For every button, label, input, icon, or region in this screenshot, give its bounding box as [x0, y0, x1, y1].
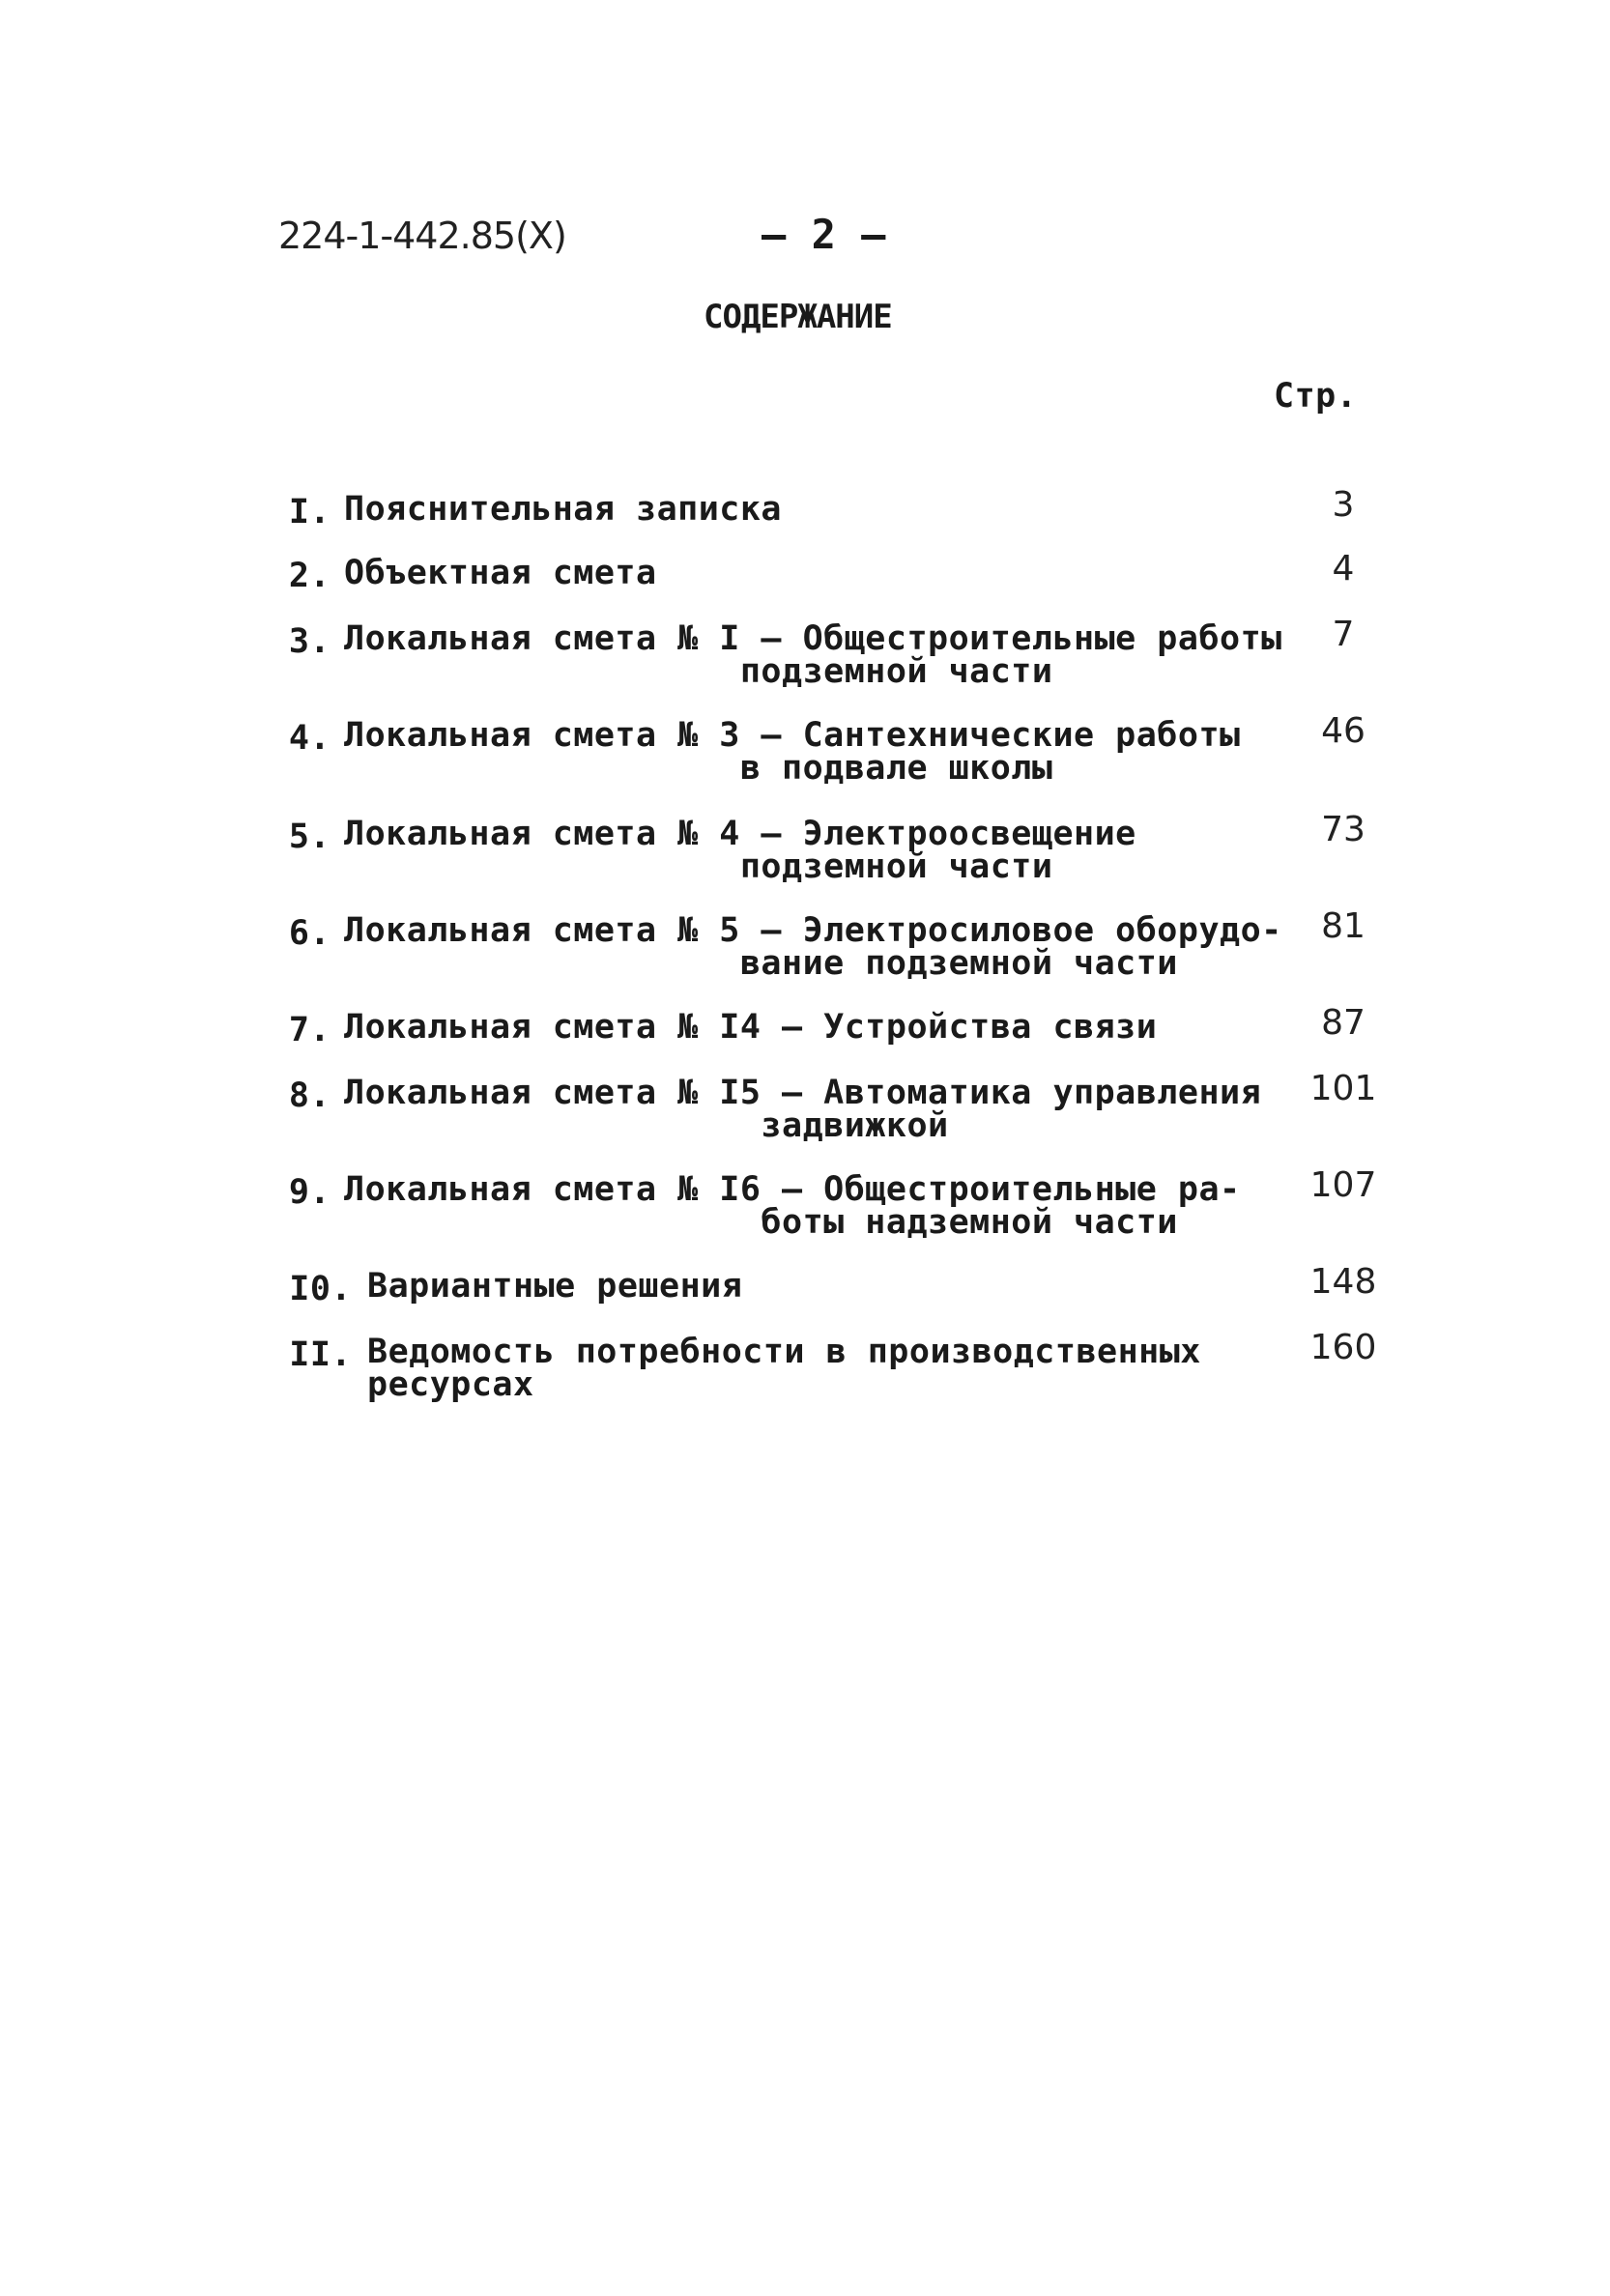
toc-item-page: 3	[1332, 485, 1355, 525]
page-column-header: Стр.	[1274, 377, 1358, 416]
toc-item	[0, 1165, 1610, 1242]
toc-item-number: 7.	[288, 1011, 331, 1049]
toc-item-title: Локальная смета № I4 – Устройства связи	[344, 1008, 1158, 1047]
toc-item-page: 81	[1321, 906, 1366, 946]
toc-item-number: 6.	[288, 914, 331, 953]
toc-item-title: Локальная смета № 3 – Сантехнические работы в подвале школы	[344, 716, 1241, 788]
toc-item-number: 4.	[288, 719, 331, 758]
toc-item	[0, 906, 1610, 983]
toc-item-page: 7	[1332, 615, 1355, 654]
toc-item	[0, 615, 1610, 691]
toc-item-title: Объектная смета	[344, 554, 657, 592]
toc-item-number: II.	[289, 1335, 352, 1374]
toc-item-title: Локальная смета № 4 – Электроосвещение подземной части	[344, 815, 1136, 886]
document-code: 224-1-442.85(Ⅹ)	[278, 215, 566, 257]
toc-item-page: 87	[1321, 1003, 1366, 1043]
toc-item-title: Пояснительная записка	[344, 490, 783, 529]
toc-item-title: Локальная смета № I – Общестроительные работы подземной части	[344, 619, 1282, 691]
toc-item-number: 3.	[288, 622, 331, 661]
toc-item-title: Локальная смета № I5 – Автоматика управления задвижкой	[344, 1074, 1262, 1145]
toc-item-page: 160	[1309, 1328, 1377, 1367]
toc-item-number: 9.	[288, 1173, 331, 1212]
page-title: СОДЕРЖАНИЕ	[704, 298, 892, 336]
toc-item-number: 2.	[288, 557, 331, 595]
toc-item-title: Локальная смета № 5 – Электросиловое оборудо- вание подземной части	[344, 911, 1282, 983]
toc-item-page: 107	[1309, 1165, 1377, 1205]
toc-item	[0, 1069, 1610, 1145]
toc-item-title: Локальная смета № I6 – Общестроительные ра- боты надземной части	[344, 1170, 1241, 1242]
toc-item-page: 148	[1309, 1262, 1377, 1302]
toc-item-number: I.	[288, 493, 331, 531]
toc-item-title: Ведомость потребности в производственных ресурсах	[367, 1333, 1201, 1404]
toc-item-page: 73	[1321, 810, 1366, 849]
toc-item-number: I0.	[289, 1270, 352, 1308]
toc-item	[0, 1328, 1610, 1404]
toc-item-page: 46	[1321, 711, 1366, 751]
toc-item-number: 8.	[288, 1076, 331, 1115]
toc-item-number: 5.	[288, 818, 331, 856]
toc-item	[0, 711, 1610, 788]
toc-item-page: 101	[1309, 1069, 1377, 1108]
page-number: – 2 –	[762, 211, 886, 258]
toc-item-title: Вариантные решения	[367, 1267, 743, 1306]
toc-item	[0, 810, 1610, 886]
toc-item-page: 4	[1332, 549, 1355, 588]
